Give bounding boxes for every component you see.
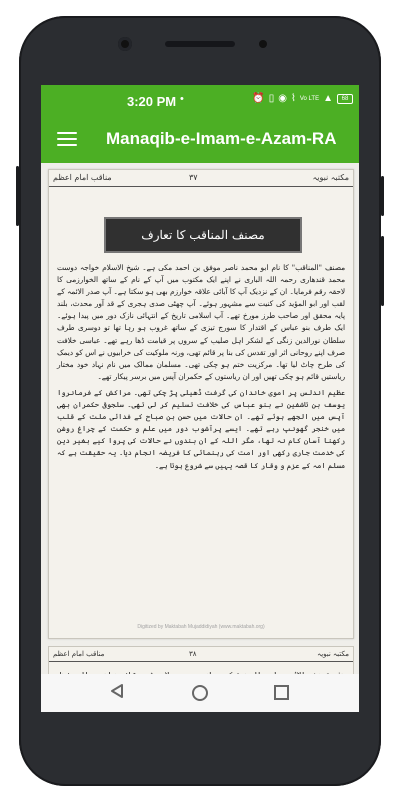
wifi-calling-icon: ⌇: [290, 93, 296, 104]
app-bar: [41, 118, 359, 163]
earpiece-speaker: [165, 41, 235, 47]
battery-level: 68: [341, 95, 349, 102]
status-bar: [41, 85, 359, 118]
chapter-banner: مصنف المناقب کا تعارف: [104, 217, 302, 253]
page-header: [49, 170, 353, 187]
page-header: [49, 647, 353, 662]
page-text: [57, 262, 345, 476]
battery-icon: [337, 94, 353, 104]
back-triangle-icon[interactable]: [108, 682, 130, 704]
power-button: [381, 176, 384, 216]
side-button: [381, 236, 384, 306]
status-dot: •: [180, 93, 184, 105]
paragraph: عظیم اندلس پر اموی خاندان کی گرفت ڈھیلی پڑ چکی تھی۔ مراکش کے فرمانروا یوسف بن تاشفین نے بنو عباس کی خلافت تسلیم کر لی تھی۔ سلجوقی حکمران بھی آپس میں الجھے ہوئے تھے۔ ان حالات میں حسن بن صباح کے فدائی ملت کے قلب میں خنجر گھونپ رہے تھے۔ ایسے پرآشوب دور میں علم و حکمت کے چراغ روشن رکھنا آسان کام نہ تھا، مگر اللہ کے ان بندوں نے حالات کی پروا کیے بغیر دین کی خدمت جاری رکھی اور امت کی رہنمائی کا فریضہ انجام دیا۔ یہ حقیقت ہے کہ مسلم امہ کے عزم و وقار کا قصہ یہیں سے شروع ہوتا ہے۔: [57, 387, 345, 470]
volume-button: [16, 166, 19, 226]
page-number: ۳۸: [189, 650, 197, 658]
home-circle-icon[interactable]: [189, 682, 211, 704]
book-page-37: [48, 169, 354, 639]
watermark: Digitized by Maktabah Mujaddidiyah (www.maktabah.org): [137, 624, 265, 630]
header-right: مکتبہ نبویہ: [312, 173, 349, 182]
alarm-icon: ⏰: [252, 93, 265, 104]
page-number: ۳۷: [189, 173, 198, 182]
paragraph: مصنف "المناقب" کا نام ابو محمد ناصر موفق بن احمد مکی ہے۔ شیخ الاسلام خواجہ دوست محمد قندھاری رحمہ اللہ الباری نے اپنے ایک مکتوب میں آپ کے نام کے ساتھ الخوارزمی کا لاحقہ رقم فرمایا۔ ان کے نزدیک آپ کا آبائی علاقہ خوارزم بھی ہو سکتا ہے۔ آپ صدر الائمہ کے لقب اور ابو المؤید کی کنیت سے مشہور ہوئے۔ آپ چھٹی صدی ہجری کے قد آور محدث، بلند پایہ محقق اور صاحب طرز مورخ تھے۔ آپ اسلامی تاریخ کے انتہائی نازک دور میں پیدا ہوئے۔ ایک طرف بنو عباس کے اقتدار کا سورج تیزی کے ساتھ غروب ہو رہا تھا تو دوسری طرف سلطان نورالدین زنگی کے لشکر اہل صلیب کے سروں پر قیامت ڈھا رہے تھے۔ عباسی خلافت صرف اپنے روحانی اثر اور تقدس کی بنا پر قائم تھی، ورنہ ملوکیت کی خرابیوں نے اس کو دیمک کی طرح چاٹ لیا تھا۔ مرکزیت ختم ہو چکی تھی۔ مسلمان ممالک میں نام نہاد خود مختار ریاستیں قائم ہو چکی تھیں اور ان ریاستوں کے حکمران آپس میں برسر پیکار تھے۔: [57, 263, 345, 381]
recents-square-icon[interactable]: [271, 682, 293, 704]
header-left: مناقب امام اعظم: [53, 173, 112, 182]
proximity-sensor: [259, 40, 267, 48]
hotspot-icon: ◉: [278, 93, 287, 104]
book-viewer[interactable]: [41, 163, 359, 712]
front-camera: [118, 37, 132, 51]
header-right: مکتبہ نبویہ: [317, 650, 349, 658]
status-icons: [252, 93, 353, 104]
status-time: 3:20 PM: [127, 94, 177, 109]
signal-label: Vo LTE: [299, 95, 320, 102]
signal-icon: ▲: [323, 93, 333, 104]
hamburger-menu-icon[interactable]: [57, 132, 77, 148]
app-title: Manaqib-e-Imam-e-Azam-RA: [106, 129, 337, 148]
screen: [41, 85, 359, 712]
navigation-bar: [41, 674, 359, 712]
header-left: مناقب امام اعظم: [53, 650, 105, 658]
vibrate-icon: ▯: [268, 93, 275, 104]
